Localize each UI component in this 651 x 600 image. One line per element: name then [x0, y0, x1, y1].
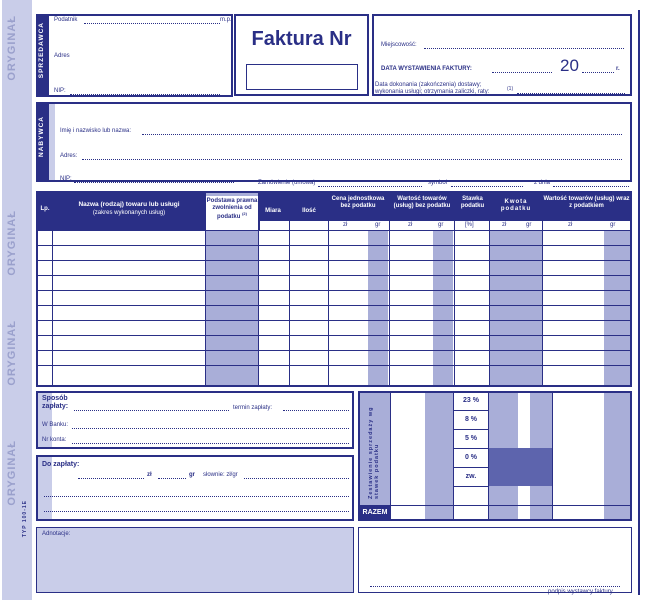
words-line-2[interactable] — [44, 496, 349, 497]
table-row[interactable] — [38, 275, 630, 276]
net-zl-label: zł — [408, 222, 413, 228]
rate-8: 8 % — [464, 416, 478, 423]
rate-5: 5 % — [464, 435, 478, 442]
summary-sep — [390, 393, 391, 519]
due-gr-label: gr — [189, 472, 195, 478]
seller-nip-label: NIP: — [54, 88, 66, 94]
col-rate: Stawka podatku — [460, 196, 485, 209]
year-prefix: 20 — [560, 56, 579, 75]
summary-net-gr — [425, 393, 453, 519]
seller-mp-label: m.p. — [220, 17, 232, 23]
buyer-name-label: Imię i nazwisko lub nazwa: — [60, 128, 132, 134]
buyer-name-line[interactable] — [142, 134, 622, 135]
bank-line[interactable] — [72, 428, 349, 429]
buyer-address-line[interactable] — [82, 159, 622, 160]
due-gr-line[interactable] — [158, 478, 186, 479]
invoice-title: Faktura Nr — [251, 28, 352, 50]
summary-sep — [552, 393, 553, 519]
col-qty: Ilość — [302, 208, 316, 214]
summary-row-line — [453, 467, 488, 468]
rate-zw: zw. — [465, 473, 477, 480]
side-label-bottom: ORYGINAŁ — [6, 440, 18, 506]
col-name: Nazwa (rodzaj) towaru lub usługi — [78, 201, 180, 208]
seller-nip-line[interactable] — [70, 94, 220, 95]
payment-method-line[interactable] — [74, 410, 229, 411]
account-line[interactable] — [72, 443, 349, 444]
summary-row-line — [453, 486, 488, 487]
delivery-label-2: wykonania usługi; otrzymania zaliczki, raty: — [375, 89, 490, 95]
issue-date-label: DATA WYSTAWIENIA FAKTURY: — [381, 66, 472, 72]
buyer-address-label: Adres: — [60, 153, 78, 159]
tax-zl-label: zł — [502, 222, 507, 228]
summary-row-line — [453, 410, 488, 411]
table-row — [38, 230, 630, 231]
due-zl-line[interactable] — [78, 478, 144, 479]
tax-gr-label: gr — [526, 222, 532, 228]
col-name-sub: (zakres wykonanych usług) — [92, 210, 166, 216]
col-tax: Kwota podatku — [500, 199, 532, 212]
buyer-box — [36, 102, 632, 182]
table-row[interactable] — [38, 290, 630, 291]
payment-term-label: termin zapłaty: — [233, 405, 273, 411]
right-border — [638, 10, 640, 595]
payment-box — [36, 391, 354, 449]
side-label-top: ORYGINAŁ — [6, 15, 18, 81]
delivery-ref: (1) — [507, 86, 514, 92]
signature-box[interactable] — [358, 527, 632, 593]
summary-zero-tax — [488, 448, 552, 486]
order-date-label: z dnia — [534, 180, 551, 186]
table-row[interactable] — [38, 320, 630, 321]
rate-23: 23 % — [463, 397, 479, 404]
items-subheader — [260, 221, 630, 230]
col-sep — [258, 193, 259, 385]
col-sep — [289, 193, 290, 385]
col-sep — [542, 193, 543, 385]
summary-label-cell: Zestawienie sprzedaży wg stawek podatku — [360, 393, 390, 505]
table-row[interactable] — [38, 245, 630, 246]
seller-podatnik-label: Podatnik — [54, 17, 78, 23]
gross-zl-label: zł — [568, 222, 573, 228]
table-row[interactable] — [38, 260, 630, 261]
col-sep — [328, 193, 329, 385]
payment-method-label: Sposób zapłaty: — [42, 395, 69, 410]
seller-podatnik-line[interactable] — [84, 23, 220, 24]
buyer-nip-line[interactable] — [74, 182, 234, 183]
signature-line[interactable] — [370, 586, 620, 587]
gross-gr-label: gr — [610, 222, 616, 228]
buyer-tab: NABYWCA — [36, 102, 49, 182]
symbol-label: symbol — [428, 180, 448, 186]
order-date-line[interactable] — [553, 186, 629, 187]
summary-sep — [453, 393, 454, 519]
col-sep — [489, 193, 490, 385]
words-line-3[interactable] — [44, 511, 349, 512]
signature-label: podpis wystawcy faktury — [548, 589, 613, 595]
due-zl-label: zł — [147, 472, 152, 478]
delivery-label-1: Data dokonania (zakończenia) dostawy; — [375, 82, 482, 88]
payment-term-line[interactable] — [283, 410, 349, 411]
summary-row-line — [453, 448, 488, 449]
words-label: słownie: zł/gr — [203, 472, 238, 478]
notes-bg — [37, 528, 353, 592]
col-price: Cena jednostkowa bez podatku — [331, 196, 385, 209]
summary-gross-gr — [604, 393, 630, 519]
total-label: RAZEM — [360, 506, 390, 519]
buyer-nip-label: NIP: — [60, 176, 72, 182]
buyer-accent — [49, 104, 55, 180]
col-sep — [205, 193, 206, 385]
bank-label: W Banku: — [42, 422, 69, 428]
net-gr-label: gr — [438, 222, 444, 228]
year-suffix: r. — [616, 66, 620, 72]
col-basis: Podstawa prawna zwolnienia od podatku $^{(2)}$ — [206, 196, 258, 230]
place-line[interactable] — [424, 48, 624, 49]
issue-date-line[interactable] — [492, 72, 552, 73]
rate-0: 0 % — [464, 454, 478, 461]
rate-pct-label: [%] — [465, 222, 474, 228]
notes-label: Adnotacje: — [42, 531, 71, 537]
table-row[interactable] — [38, 335, 630, 336]
words-line[interactable] — [244, 478, 349, 479]
form-code: TYP 100-1E — [22, 500, 28, 538]
account-label: Nr konta: — [42, 437, 67, 443]
place-label: Miejscowość: — [381, 42, 417, 48]
col-sep — [52, 193, 53, 385]
order-line[interactable] — [318, 186, 422, 187]
year-line[interactable] — [582, 72, 614, 73]
summary-sep — [488, 393, 489, 519]
symbol-line[interactable] — [451, 186, 523, 187]
col-lp: Lp. — [40, 206, 50, 212]
table-row[interactable] — [38, 365, 630, 366]
col-sep — [389, 193, 390, 385]
col-gross: Wartość towarów (usług) wraz z podatkiem — [543, 196, 630, 209]
seller-tab: SPRZEDAWCA — [36, 14, 49, 97]
seller-address-label: Adres — [54, 53, 70, 59]
table-row[interactable] — [38, 305, 630, 306]
due-label: Do zapłaty: — [42, 461, 80, 468]
price-zl-label: zł — [343, 222, 348, 228]
delivery-line[interactable] — [517, 93, 625, 94]
col-unit: Miara — [265, 208, 281, 214]
items-table — [36, 191, 632, 387]
col-net: Wartość towarów (usług) bez podatku — [393, 196, 451, 209]
side-label-middle2: ORYGINAŁ — [6, 320, 18, 386]
invoice-number-input[interactable] — [246, 64, 358, 90]
price-gr-label: gr — [375, 222, 381, 228]
summary-row-line — [453, 429, 488, 430]
table-row[interactable] — [38, 350, 630, 351]
order-label: Zamówienie (umowa) — [258, 180, 316, 186]
side-label-middle: ORYGINAŁ — [6, 210, 18, 276]
summary-total-line — [360, 505, 630, 506]
col-sep — [454, 193, 455, 385]
